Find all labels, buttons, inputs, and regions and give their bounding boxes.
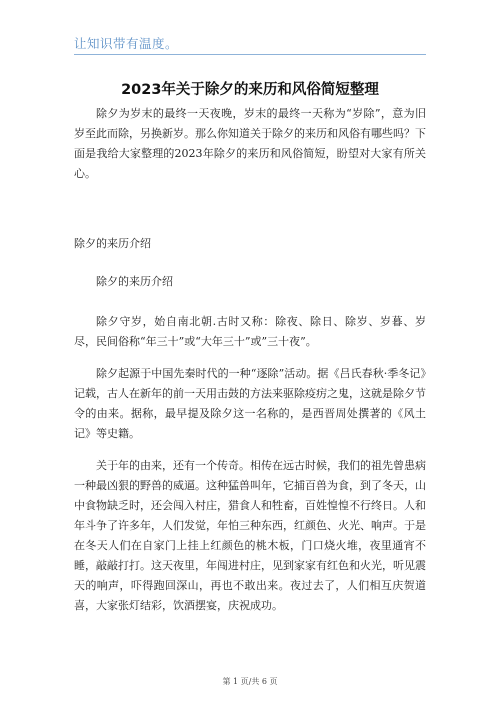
header-slogan: 让知识带有温度。 [74,36,179,51]
paragraph-2: 除夕起源于中国先秦时代的一种“逐除”活动。据《吕氏春秋·季冬记》记载，古人在新年的前一天用击鼓的方法来驱除疫疠之鬼，这就是除夕节令的由来。据称，最早提及除夕这一名称的，是西晋周处撰著的《风土记》等史籍。 [74,367,426,440]
page-number: 第 1 页/共 6 页 [222,677,278,686]
document-title: 2023年关于除夕的来历和风俗简短整理 [121,82,379,98]
section-heading: 除夕的来历介绍 [74,237,151,250]
header-divider [74,54,426,55]
paragraph-3: 关于年的由来，还有一个传奇。相传在远古时候，我们的祖先曾患病一种最凶狠的野兽的威逼。这种猛兽叫年，它捕百兽为食，到了冬天，山中食物缺乏时，还会闯入村庄，猎食人和牲畜，百姓惶惶不行终日。人和年斗争了许多年，人们发觉，年怕三种东西，红颜色、火光、响声。于是在冬天人们在自家门上挂上红颜色的桃木板，门口烧火堆，夜里通宵不睡，敲敲打打。这天夜里，年闯进村庄，见到家家有红色和火光，听见震天的响声，吓得跑回深山，再也不敢出来。夜过去了，人们相互庆贺道喜，大家张灯结彩，饮酒摆宴，庆祝成功。 [74,459,426,612]
paragraph-1: 除夕守岁，始自南北朝.古时又称：除夜、除日、除岁、岁暮、岁尽，民间俗称“年三十”或“大年三十”或”三十夜”。 [74,315,426,348]
sub-heading: 除夕的来历介绍 [96,275,173,288]
intro-paragraph: 除夕为岁末的最终一天夜晚，岁末的最终一天称为“岁除”，意为旧岁至此而除，另换新岁。那么你知道关于除夕的来历和风俗有哪些吗？下面是我给大家整理的2023年除夕的来历和风俗简短，盼望对大家有所关心。 [74,107,426,180]
